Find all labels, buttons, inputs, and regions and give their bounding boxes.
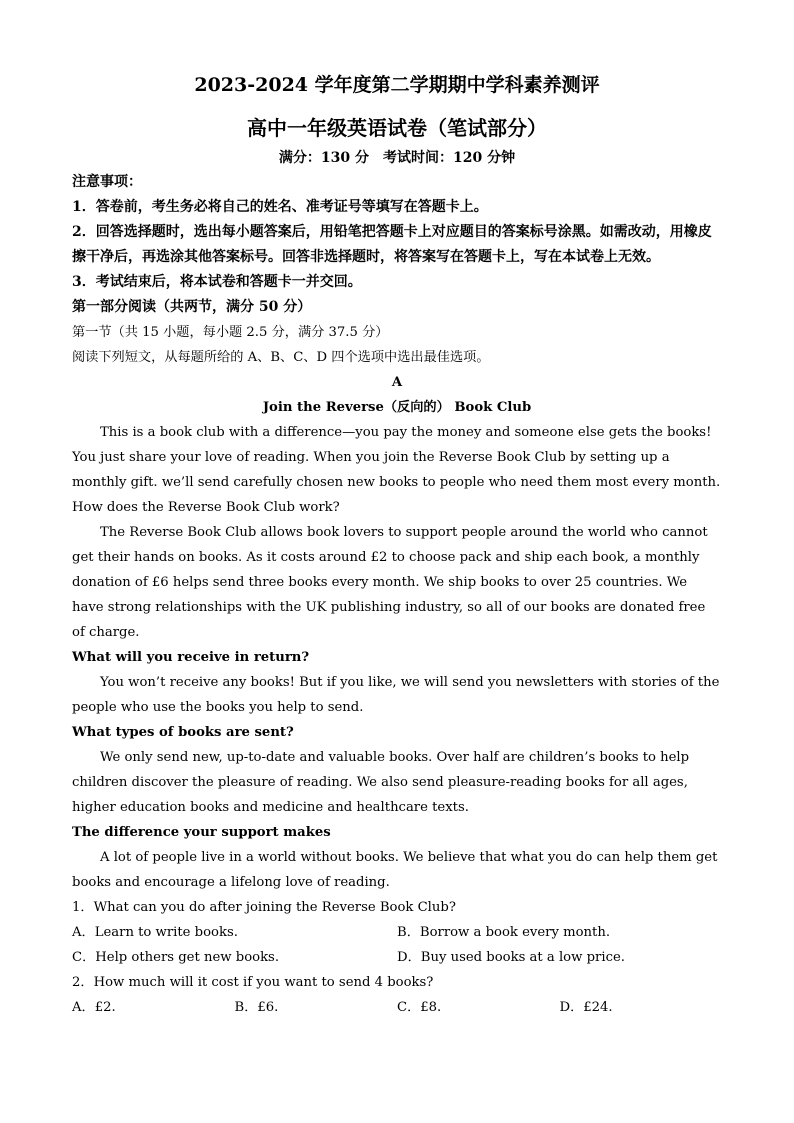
question-1-options-row-1 [72, 920, 722, 945]
question-2-option-c: C．£8. [397, 1000, 442, 1015]
passage-title: Join the Reverse（反向的） Book Club [262, 400, 532, 415]
exam-body [72, 170, 722, 1020]
question-1-option-d: D．Buy used books at a low price. [397, 950, 625, 965]
exam-title: 2023-2024 学年度第二学期期中学科素养测评 [194, 74, 600, 96]
passage-heading-2: What will you receive in return? [72, 650, 310, 665]
passage-heading-3: What types of books are sent? [72, 725, 294, 740]
part-heading: 第一部分阅读（共两节，满分 50 分） [72, 299, 312, 315]
question-2-option-a: A．£2. [72, 1000, 116, 1015]
question-1-stem: 1．What can you do after joining the Reverse Book Club? [72, 900, 456, 915]
passage-paragraph-2: The Reverse Book Club allows book lovers to support people around the world who cannot get their hands on books. As it costs around £2 to choose pack and ship each book, a monthly donation of £6 helps send three books every month. We ship books to over 25 countries. We have strong relationships with the UK publishing industry, so all of our books are donated free of charge. [72, 525, 708, 640]
question-1-option-c: C．Help others get new books. [72, 950, 280, 965]
question-1-option-b: B．Borrow a book every month. [397, 925, 611, 940]
question-2-stem: 2．How much will it cost if you want to send 4 books? [72, 975, 434, 990]
question-1-option-a: A．Learn to write books. [72, 925, 238, 940]
section-instruction: 阅读下列短文，从每题所给的 A、B、C、D 四个选项中选出最佳选项。 [72, 350, 490, 365]
note-item-1: 1．答卷前，考生务必将自己的姓名、准考证号等填写在答题卡上。 [72, 199, 488, 215]
passage-paragraph-4: We only send new, up-to-date and valuable books. Over half are children’s books to help children discover the pleasure of reading. We also send pleasure-reading books for all ages, higher education books and medicine and healthcare texts. [72, 750, 690, 815]
subsection-heading: 第一节（共 15 小题，每小题 2.5 分，满分 37.5 分） [72, 325, 389, 340]
notes-heading: 注意事项： [72, 174, 142, 190]
passage-letter: A [391, 375, 403, 390]
question-1-options-row-2 [72, 945, 722, 970]
passage-heading-4: The difference your support makes [72, 825, 331, 840]
note-item-3: 3．考试结束后，将本试卷和答题卡一并交回。 [72, 274, 362, 290]
question-2-option-d: D．£24. [559, 1000, 613, 1015]
passage-heading-1: How does the Reverse Book Club work? [72, 500, 340, 515]
exam-meta: 满分：130 分 考试时间：120 分钟 [278, 150, 516, 166]
passage-paragraph-1: This is a book club with a difference—you pay the money and someone else gets the books! You just share your love of reading. When you join the Reverse Book Club by setting up a monthly gift. we’ll send carefully chosen new books to people who need them most every month. [72, 425, 721, 490]
passage-paragraph-5: A lot of people live in a world without books. We believe that what you do can help them get books and encourage a lifelong love of reading. [72, 850, 718, 890]
exam-subtitle: 高中一年级英语试卷（笔试部分） [247, 116, 547, 140]
question-2-option-b: B．£6. [234, 1000, 279, 1015]
passage-paragraph-3: You won’t receive any books! But if you like, we will send you newsletters with stories of the people who use the books you help to send. [72, 675, 720, 715]
note-item-2: 2．回答选择题时，选出每小题答案后，用铅笔把答题卡上对应题目的答案标号涂黑。如需改动，用橡皮擦干净后，再选涂其他答案标号。回答非选择题时，将答案写在答题卡上，写在本试卷上无效。 [72, 224, 712, 265]
question-2-options-row [72, 995, 722, 1020]
